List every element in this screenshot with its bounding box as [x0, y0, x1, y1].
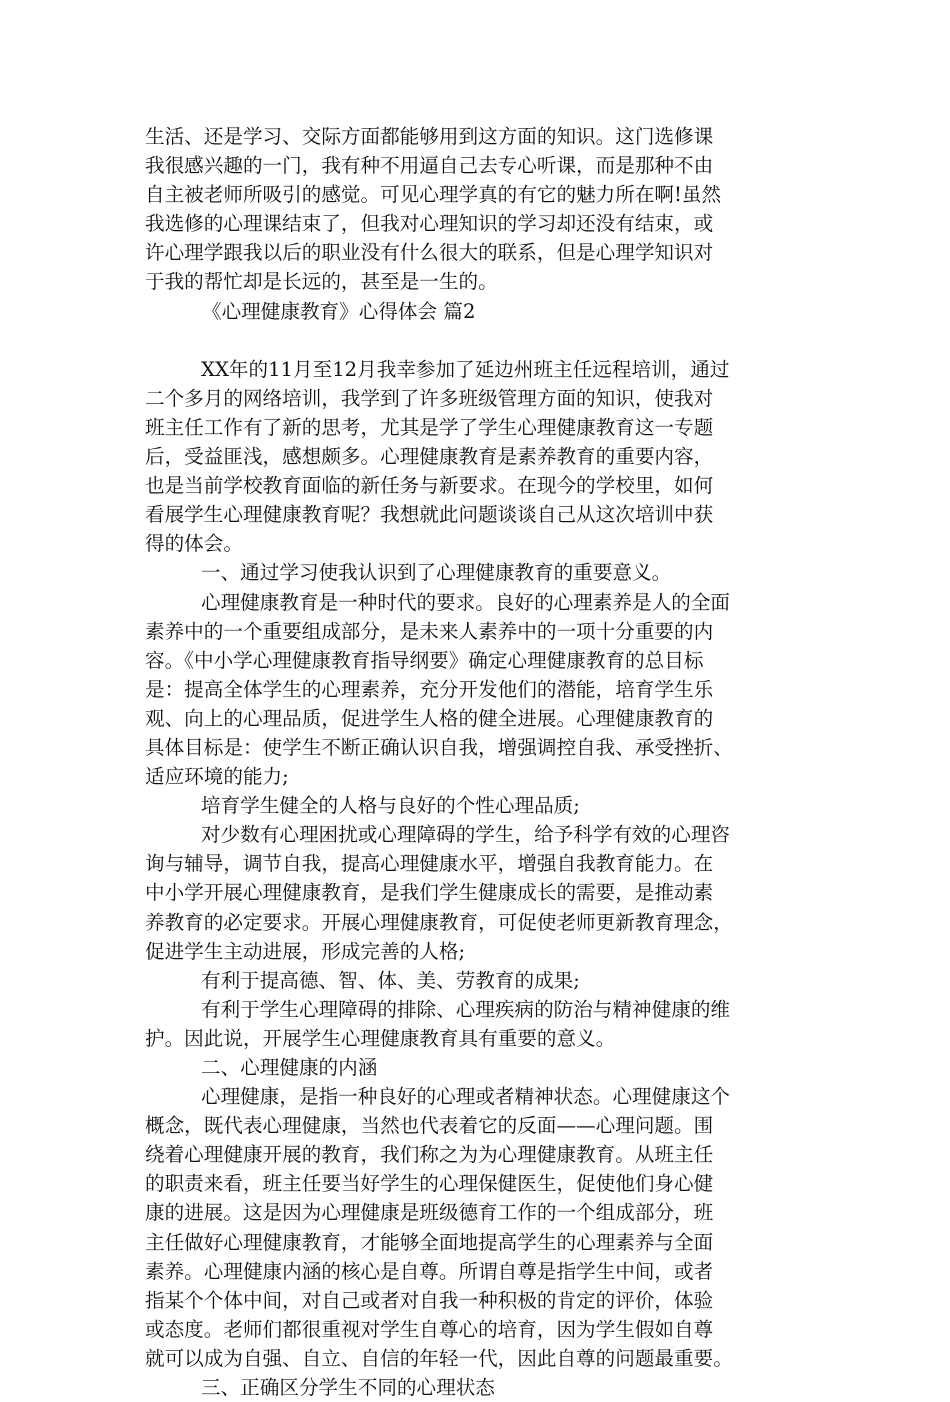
text-line: 得的体会。 — [145, 532, 243, 556]
text-line: 概念，既代表心理健康，当然也代表着它的反面——心理问题。围 — [145, 1114, 714, 1138]
paragraph-start: 对少数有心理困扰或心理障碍的学生，给予科学有效的心理咨 — [201, 823, 731, 847]
text-line: 具体目标是：使学生不断正确认识自我，增强调控自我、承受挫折、 — [145, 735, 733, 759]
text-line: 询与辅导，调节自我，提高心理健康水平，增强自我教育能力。在 — [145, 852, 714, 876]
text-line: 自主被老师所吸引的感觉。可见心理学真的有它的魅力所在啊!虽然 — [145, 183, 722, 207]
text-line: 是：提高全体学生的心理素养，充分开发他们的潜能，培育学生乐 — [145, 677, 714, 701]
text-line: 护。因此说，开展学生心理健康教育具有重要的意义。 — [145, 1026, 616, 1050]
text-line: 或态度。老师们都很重视对学生自尊心的培育，因为学生假如自尊 — [145, 1317, 714, 1341]
text-line: 就可以成为自强、自立、自信的年轻一代，因此自尊的问题最重要。 — [145, 1346, 733, 1370]
blank-line — [145, 326, 825, 355]
text-line: 也是当前学校教育面临的新任务与新要求。在现今的学校里，如何 — [145, 474, 714, 498]
text-line: 中小学开展心理健康教育，是我们学生健康成长的需要，是推动素 — [145, 881, 714, 905]
text-line: 素养。心理健康内涵的核心是自尊。所谓自尊是指学生中间，或者 — [145, 1259, 714, 1283]
text-line: 指某个个体中间，对自己或者对自我一种积极的肯定的评价，体验 — [145, 1288, 714, 1312]
paragraph-start: 心理健康，是指一种良好的心理或者精神状态。心理健康这个 — [201, 1085, 731, 1109]
text-line: 看展学生心理健康教育呢？我想就此问题谈谈自己从这次培训中获 — [145, 503, 714, 527]
text-line: 生活、还是学习、交际方面都能够用到这方面的知识。这门选修课 — [145, 125, 714, 148]
text-line: 主任做好心理健康教育，才能够全面地提高学生的心理素养与全面 — [145, 1230, 714, 1254]
text-line: 我很感兴趣的一门，我有种不用逼自己去专心听课，而是那种不由 — [145, 154, 714, 178]
text-line: 于我的帮忙却是长远的，甚至是一生的。 — [145, 270, 498, 294]
text-line: 促进学生主动进展，形成完善的人格; — [145, 939, 466, 963]
document-body — [145, 122, 825, 1402]
text-line: 后，受益匪浅，感想颇多。心理健康教育是素养教育的重要内容， — [145, 445, 714, 469]
text-line: 观、向上的心理品质，促进学生人格的健全进展。心理健康教育的 — [145, 706, 714, 730]
heading-2: 二、心理健康的内涵 — [201, 1056, 378, 1079]
heading-3: 三、正确区分学生不同的心理状态 — [201, 1376, 495, 1400]
text-line: 许心理学跟我以后的职业没有什么很大的联系，但是心理学知识对 — [145, 241, 714, 265]
paragraph-start: 有利于学生心理障碍的排除、心理疾病的防治与精神健康的维 — [201, 997, 731, 1021]
text-line: 我选修的心理课结束了，但我对心理知识的学习却还没有结束，或 — [145, 212, 714, 236]
text-line: 容。《中小学心理健康教育指导纲要》确定心理健康教育的总目标 — [145, 648, 704, 672]
text-line: 班主任工作有了新的思考，尤其是学了学生心理健康教育这一专题 — [145, 415, 714, 439]
text-line: 适应环境的能力; — [145, 765, 289, 789]
text-line: 二个多月的网络培训，我学到了许多班级管理方面的知识，使我对 — [145, 386, 714, 410]
heading-1: 一、通过学习使我认识到了心理健康教育的重要意义。 — [201, 561, 672, 585]
section-title: 《心理健康教育》心得体会 篇2 — [202, 299, 476, 323]
text-line: 养教育的必定要求。开展心理健康教育，可促使老师更新教育理念， — [145, 910, 733, 934]
paragraph-start: XX年的11月至12月我幸参加了延边州班主任远程培训，通过 — [201, 357, 730, 381]
paragraph-start: 培育学生健全的人格与良好的个性心理品质; — [201, 794, 580, 818]
text-line: 康的进展。这是因为心理健康是班级德育工作的一个组成部分，班 — [145, 1201, 714, 1225]
text-line: 素养中的一个重要组成部分，是未来人素养中的一项十分重要的内 — [145, 619, 714, 643]
text-line: 的职责来看，班主任要当好学生的心理保健医生，促使他们身心健 — [145, 1172, 714, 1196]
text-line: 绕着心理健康开展的教育，我们称之为为心理健康教育。从班主任 — [145, 1143, 714, 1167]
paragraph-start: 心理健康教育是一种时代的要求。良好的心理素养是人的全面 — [201, 590, 731, 614]
paragraph-start: 有利于提高德、智、体、美、劳教育的成果; — [201, 968, 580, 992]
